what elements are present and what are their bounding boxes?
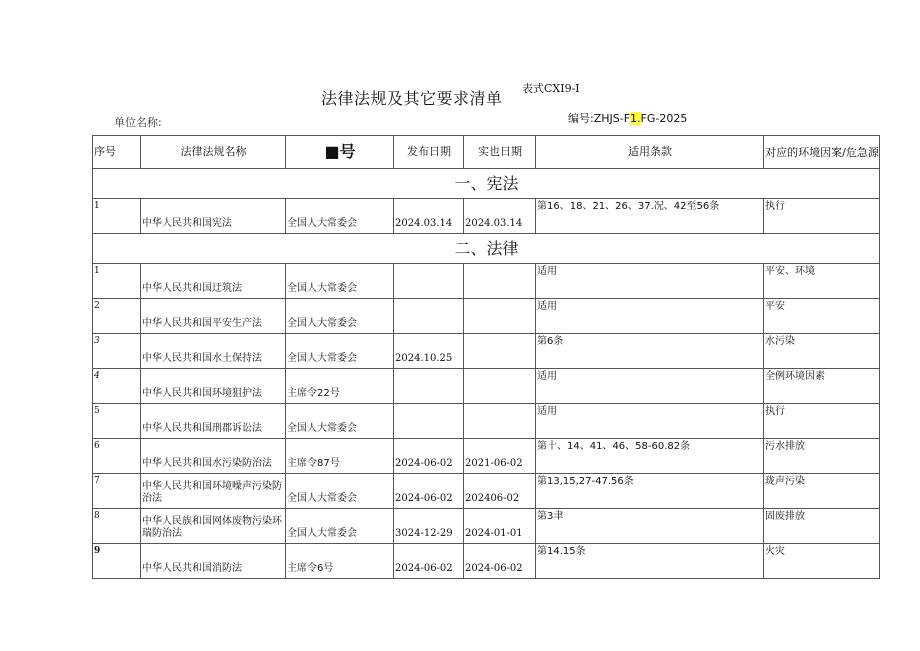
- table-row: [93, 404, 880, 439]
- applicable-clauses: 适用: [536, 264, 764, 299]
- applicable-clauses: 第14.15条: [536, 544, 764, 579]
- row-number: 7: [93, 474, 141, 509]
- row-number: 8: [93, 509, 141, 544]
- issuing-authority: 全国人大常委会: [286, 334, 394, 369]
- regulation-name: 中华人民共和国宪法: [141, 199, 286, 234]
- section-heading-row: [93, 234, 880, 264]
- publish-date: 2024.10.25: [394, 334, 464, 369]
- col-header-issuer: ■号: [286, 136, 394, 169]
- effective-date: 2024-06-02: [464, 544, 536, 579]
- issuing-authority: 全国人大常委会: [286, 474, 394, 509]
- form-code: 表式CXI9-I: [522, 82, 580, 95]
- publish-date: 3024-12-29: [394, 509, 464, 544]
- publish-date: 2024.03.14: [394, 199, 464, 234]
- issuing-authority: 全国人大常委会: [286, 299, 394, 334]
- row-number: 4: [93, 369, 141, 404]
- applicable-clauses: 第13,15,27-47.56条: [536, 474, 764, 509]
- publish-date: 2024-06-02: [394, 439, 464, 474]
- applicable-clauses: 第十、14、41、46、58-60.82条: [536, 439, 764, 474]
- col-header-no: 序号: [93, 136, 141, 169]
- environmental-factor: 全例环境因素: [764, 369, 880, 404]
- col-header-publish-date: 发布日期: [394, 136, 464, 169]
- issuing-authority: 全国人大常委会: [286, 404, 394, 439]
- publish-date: 2024-06-02: [394, 474, 464, 509]
- row-number: 6: [93, 439, 141, 474]
- document-number: [568, 110, 687, 126]
- section-heading-row: [93, 169, 880, 199]
- regulation-name: 中华人民共和国水污染防治法: [141, 439, 286, 474]
- regulation-name: 中华人民共和国刑郡诉讼法: [141, 404, 286, 439]
- applicable-clauses: 第6条: [536, 334, 764, 369]
- doc-no-suffix: FG-2025: [640, 112, 688, 125]
- issuing-authority: 全国人大常委会: [286, 509, 394, 544]
- regulation-name: 中华人民共和国环境噪声污染防治法: [141, 474, 286, 509]
- header-row: [93, 136, 880, 169]
- regulation-name: 中华人民族和国网体废物污染环瑞防治法: [141, 509, 286, 544]
- row-number: 5: [93, 404, 141, 439]
- doc-no-prefix: 编号:ZHJS-F: [568, 112, 631, 125]
- regulation-name: 中华人民共和国平安生产法: [141, 299, 286, 334]
- col-header-env-factor: 对应的环境因案/危急源: [764, 136, 880, 169]
- environmental-factor: 平安: [764, 299, 880, 334]
- environmental-factor: 执行: [764, 404, 880, 439]
- table-row: [93, 264, 880, 299]
- section-heading: 一、宪法: [93, 169, 880, 199]
- environmental-factor: 执行: [764, 199, 880, 234]
- table-row: [93, 474, 880, 509]
- applicable-clauses: 适用: [536, 404, 764, 439]
- effective-date: [464, 369, 536, 404]
- effective-date: 202406-02: [464, 474, 536, 509]
- table-row: [93, 199, 880, 234]
- issuing-authority: 主席令87号: [286, 439, 394, 474]
- effective-date: [464, 299, 536, 334]
- publish-date: [394, 299, 464, 334]
- applicable-clauses: 第16、18、21、26、37.况、42至56条: [536, 199, 764, 234]
- applicable-clauses: 适用: [536, 369, 764, 404]
- row-number: 2: [93, 299, 141, 334]
- col-header-clauses: 适用条款: [536, 136, 764, 169]
- publish-date: [394, 404, 464, 439]
- environmental-factor: 平安、环境: [764, 264, 880, 299]
- issuing-authority: 主席令22号: [286, 369, 394, 404]
- regulation-name: 中华人民共和国消防法: [141, 544, 286, 579]
- effective-date: 2024-01-01: [464, 509, 536, 544]
- publish-date: [394, 369, 464, 404]
- effective-date: 2021-06-02: [464, 439, 536, 474]
- table-row: [93, 544, 880, 579]
- effective-date: [464, 264, 536, 299]
- row-number: 3: [93, 334, 141, 369]
- regulation-name: 中华人民共和国迂筑法: [141, 264, 286, 299]
- row-number: 9: [93, 544, 141, 579]
- table-row: [93, 439, 880, 474]
- table-row: [93, 369, 880, 404]
- effective-date: 2024.03.14: [464, 199, 536, 234]
- environmental-factor: 珑声污染: [764, 474, 880, 509]
- col-header-effective-date: 实也日期: [464, 136, 536, 169]
- applicable-clauses: 第3聿: [536, 509, 764, 544]
- unit-name-label: 单位名称:: [114, 116, 162, 129]
- environmental-factor: 污水排放: [764, 439, 880, 474]
- row-number: 1: [93, 199, 141, 234]
- effective-date: [464, 334, 536, 369]
- effective-date: [464, 404, 536, 439]
- environmental-factor: 水污染: [764, 334, 880, 369]
- table-row: [93, 509, 880, 544]
- regulations-table: [92, 135, 880, 579]
- issuing-authority: 主席令6号: [286, 544, 394, 579]
- publish-date: [394, 264, 464, 299]
- row-number: 1: [93, 264, 141, 299]
- environmental-factor: 固废排放: [764, 509, 880, 544]
- table-row: [93, 334, 880, 369]
- section-heading: 二、法律: [93, 234, 880, 264]
- regulation-name: 中华人民共和国环境狙护法: [141, 369, 286, 404]
- applicable-clauses: 适用: [536, 299, 764, 334]
- table-row: [93, 299, 880, 334]
- environmental-factor: 火灾: [764, 544, 880, 579]
- col-header-name: 法律法规名称: [141, 136, 286, 169]
- issuing-authority: 全国人大常委会: [286, 264, 394, 299]
- doc-no-highlight: 1.: [630, 112, 641, 125]
- page-title: 法律法规及其它要求清单: [321, 89, 503, 108]
- publish-date: 2024-06-02: [394, 544, 464, 579]
- issuing-authority: 全国人大常委会: [286, 199, 394, 234]
- regulation-name: 中华人民共和国水土保持法: [141, 334, 286, 369]
